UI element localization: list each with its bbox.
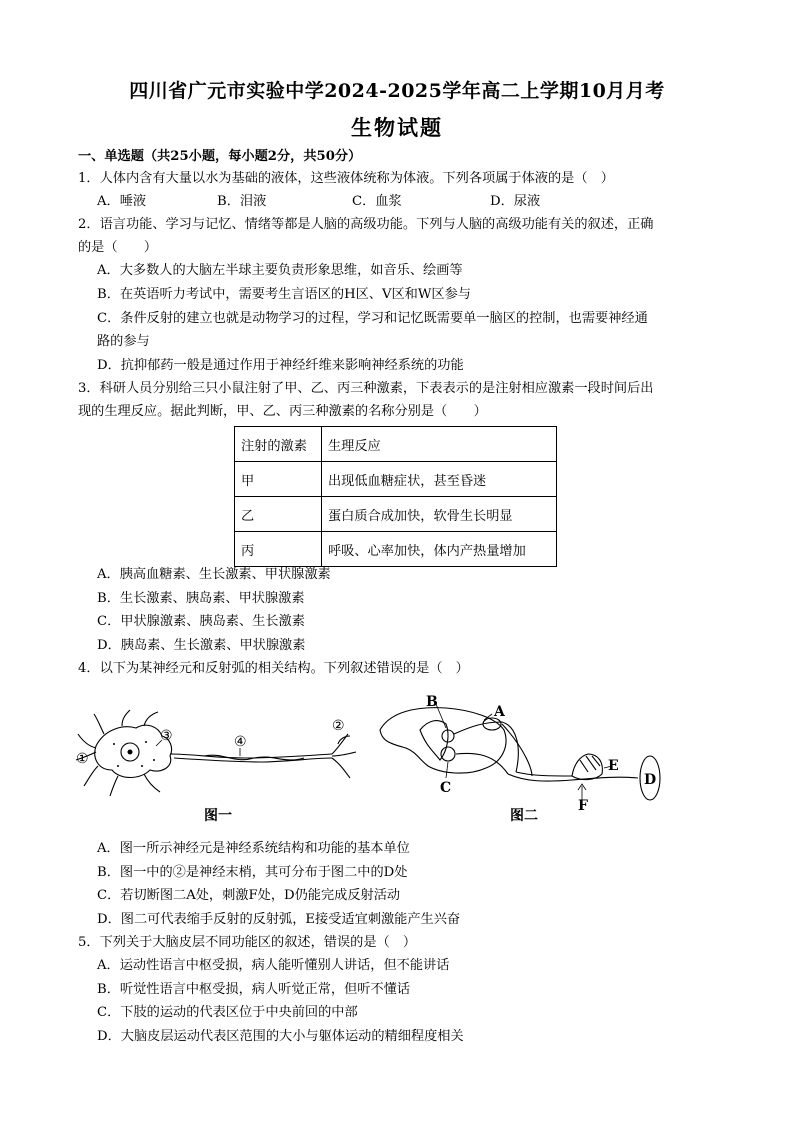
- cytoplasm-dot: [141, 765, 143, 767]
- label-a: A: [494, 704, 505, 720]
- q2-option-a: A．大多数人的大脑左半球主要负责形象思维，如音乐、绘画等: [97, 263, 463, 278]
- dendrite: [144, 774, 160, 792]
- q3-stem-line1: 3．科研人员分别给三只小鼠注射了甲、乙、丙三种激素，下表表示的是注射相应激素一段时间后出: [78, 381, 654, 396]
- table-cell: 甲: [235, 462, 322, 497]
- table-row: [235, 532, 557, 567]
- q4-option-b: B．图一中的②是神经末梢，其可分布于图二中的D处: [97, 865, 408, 880]
- table-header-cell: 生理反应: [322, 427, 557, 462]
- table-header-row: [235, 427, 557, 462]
- figure-2-caption: 图二: [510, 808, 538, 824]
- q5-option-d: D．大脑皮层运动代表区范围的大小与躯体运动的精细程度相关: [97, 1029, 464, 1044]
- table-cell: 蛋白质合成加快，软骨生长明显: [322, 497, 557, 532]
- q4-option-a: A．图一所示神经元是神经系统结构和功能的基本单位: [97, 841, 410, 856]
- motor-neuron: [441, 747, 455, 761]
- exam-title: 四川省广元市实验中学2024-2025学年高二上学期10月月考: [129, 80, 665, 102]
- axon: [170, 754, 332, 758]
- q3-stem-line2: 现的生理反应。据此判断，甲、乙、丙三种激素的名称分别是（ ）: [78, 404, 487, 419]
- table-row: [235, 497, 557, 532]
- q2-option-c: C．条件反射的建立也就是动物学习的过程，学习和记忆既需要单一脑区的控制，也需要神经通: [97, 311, 648, 326]
- hormone-table: [234, 426, 557, 567]
- q3-option-c: C．甲状腺激素、胰岛素、生长激素: [97, 614, 305, 629]
- dendrite: [94, 714, 104, 734]
- nucleolus: [128, 750, 133, 755]
- label-1: ①: [76, 751, 89, 767]
- exam-subject: 生物试题: [351, 115, 443, 140]
- leader-line: [446, 762, 448, 778]
- table-cell: 出现低血糖症状，甚至昏迷: [322, 462, 557, 497]
- dendrite: [110, 776, 118, 796]
- q5-option-b: B．听觉性语言中枢受损，病人听觉正常，但听不懂话: [97, 982, 411, 997]
- q2-option-b: B．在英语听力考试中，需要考生言语区的H区、V区和W区参与: [97, 287, 471, 302]
- muscle-fibers: [580, 756, 600, 772]
- q3-option-d: D．胰岛素、生长激素、甲状腺激素: [97, 638, 306, 653]
- q1-option-a: A．唾液: [97, 194, 147, 209]
- table-cell: 乙: [235, 497, 322, 532]
- label-c: C: [440, 780, 452, 796]
- dendrite: [84, 766, 98, 786]
- neuron-figure: [74, 708, 364, 798]
- q1-option-b: B．泪液: [217, 194, 267, 209]
- q2-stem-line1: 2．语言功能、学习与记忆、情绪等都是人脑的高级功能。下列与人脑的高级功能有关的叙述，正确: [78, 217, 654, 232]
- label-e: E: [608, 758, 619, 774]
- label-b: B: [426, 694, 438, 710]
- q5-option-a: A．运动性语言中枢受损，病人能听懂别人讲话，但不能讲话: [97, 958, 450, 973]
- q5-option-c: C．下肢的运动的代表区位于中央前回的中部: [97, 1005, 358, 1020]
- q3-option-b: B．生长激素、胰岛素、甲状腺激素: [97, 591, 305, 606]
- figure-1-caption: 图一: [204, 808, 232, 824]
- nerve-terminal: [332, 758, 350, 778]
- q3-option-a: A．胰高血糖素、生长激素、甲状腺激素: [97, 567, 331, 582]
- afferent-path: [454, 722, 518, 772]
- q2-option-d: D．抗抑郁药一般是通过作用于神经纤维来影响神经系统的功能: [97, 358, 464, 373]
- reflex-arc-figure: [376, 690, 666, 810]
- section-heading: 一、单选题（共25小题，每小题2分，共50分）: [78, 149, 362, 164]
- q1-option-c: C．血浆: [352, 194, 402, 209]
- label-2: ②: [332, 718, 345, 734]
- q2-stem-line2: 的是（ ）: [78, 240, 158, 255]
- dendrite: [122, 710, 130, 726]
- q4-stem: 4．以下为某神经元和反射弧的相关结构。下列叙述错误的是（ ）: [78, 661, 469, 676]
- cytoplasm-dot: [145, 741, 147, 743]
- label-3: ③: [160, 728, 173, 744]
- q5-stem: 5．下列关于大脑皮层不同功能区的叙述，错误的是（ ）: [78, 935, 417, 950]
- cytoplasm-dot: [153, 759, 155, 761]
- q1-stem: 1．人体内含有大量以水为基础的液体，这些液体统称为体液。下列各项属于体液的是（ ）: [78, 171, 614, 186]
- efferent-path: [456, 753, 508, 774]
- table-cell: 丙: [235, 532, 322, 567]
- dendrite: [78, 734, 96, 748]
- nerve-terminal: [332, 752, 356, 756]
- cytoplasm-dot: [113, 743, 115, 745]
- table-row: [235, 462, 557, 497]
- q4-option-c: C．若切断图二A处，刺激F处，D仍能完成反射活动: [97, 888, 401, 903]
- cytoplasm-dot: [117, 765, 119, 767]
- table-header-cell: 注射的激素: [235, 427, 322, 462]
- nerve: [508, 774, 638, 781]
- label-f: F: [578, 798, 588, 810]
- nerve: [516, 772, 572, 776]
- label-d: D: [644, 772, 657, 788]
- label-4: ④: [234, 734, 247, 750]
- q1-option-d: D．尿液: [490, 194, 541, 209]
- table-cell: 呼吸、心率加快，体内产热量增加: [322, 532, 557, 567]
- dendrite: [144, 712, 158, 726]
- q2-option-c-cont: 路的参与: [97, 334, 150, 349]
- q4-option-d: D．图二可代表缩手反射的反射弧，E接受适宜刺激能产生兴奋: [97, 912, 461, 927]
